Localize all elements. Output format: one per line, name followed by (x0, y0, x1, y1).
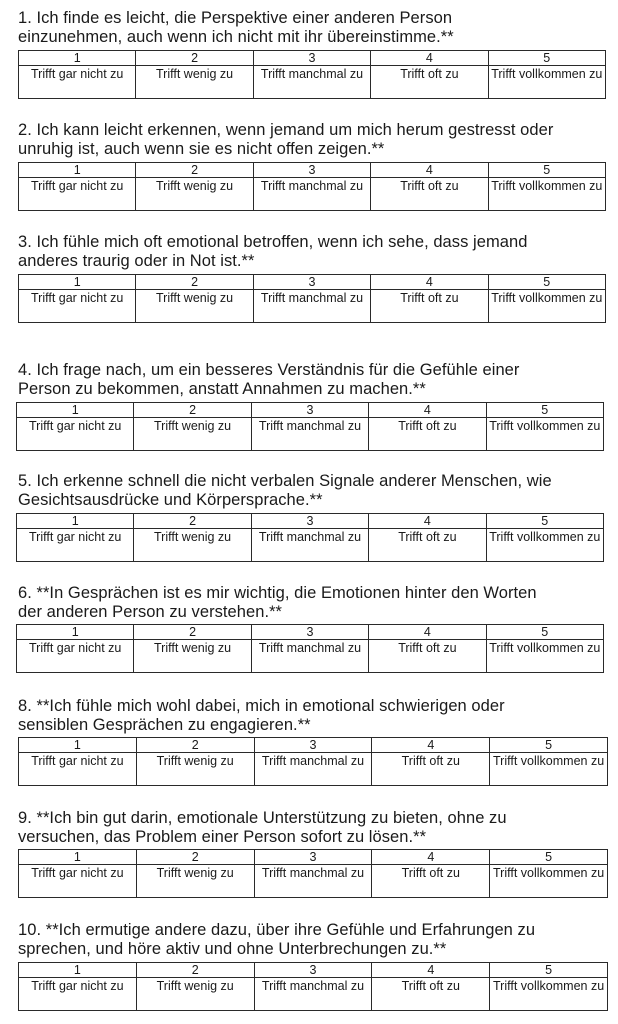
scale-number-cell[interactable]: 4 (372, 738, 490, 753)
scale-number-cell[interactable]: 3 (253, 275, 370, 290)
scale-number-cell[interactable]: 2 (136, 963, 254, 978)
scale-number-cell[interactable]: 1 (17, 514, 134, 529)
scale-number-cell[interactable]: 5 (488, 275, 605, 290)
question-text-line: 4. Ich frage nach, um ein besseres Verständnis für die Gefühle einer (18, 361, 520, 379)
question-text-line: 10. **Ich ermutige andere dazu, über ihre Gefühle und Erfahrungen zu (18, 921, 536, 939)
scale-label-cell[interactable]: Trifft wenig zu (136, 290, 253, 323)
scale-label-cell[interactable]: Trifft vollkommen zu (486, 418, 603, 451)
rating-scale-table (18, 737, 608, 786)
scale-label-cell[interactable]: Trifft wenig zu (136, 66, 253, 99)
scale-label-cell[interactable]: Trifft oft zu (372, 865, 490, 898)
rating-scale-table (16, 624, 604, 673)
question-text-line: 6. **In Gesprächen ist es mir wichtig, die Emotionen hinter den Worten (18, 584, 537, 602)
scale-label-row (19, 978, 608, 1011)
question-text-line: 3. Ich fühle mich oft emotional betroffen, wenn ich sehe, dass jemand (18, 233, 528, 251)
scale-label-cell[interactable]: Trifft vollkommen zu (486, 640, 603, 673)
scale-label-cell[interactable]: Trifft wenig zu (136, 178, 253, 211)
scale-number-cell[interactable]: 5 (488, 51, 605, 66)
question-text-line: versuchen, das Problem einer Person sofort zu lösen.** (18, 828, 427, 846)
scale-number-cell[interactable]: 3 (254, 850, 372, 865)
question-text-line: sensiblen Gesprächen zu engagieren.** (18, 716, 311, 734)
scale-number-cell[interactable]: 3 (251, 514, 368, 529)
scale-number-cell[interactable]: 3 (254, 963, 372, 978)
scale-number-cell[interactable]: 5 (486, 625, 603, 640)
rating-scale-table (18, 50, 606, 99)
scale-label-cell[interactable]: Trifft manchmal zu (254, 865, 372, 898)
question-text-line: 1. Ich finde es leicht, die Perspektive einer anderen Person (18, 9, 453, 27)
scale-number-cell[interactable]: 5 (490, 850, 608, 865)
scale-label-cell[interactable]: Trifft gar nicht zu (19, 66, 136, 99)
scale-number-cell[interactable]: 4 (372, 963, 490, 978)
scale-label-cell[interactable]: Trifft gar nicht zu (19, 865, 137, 898)
scale-number-cell[interactable]: 5 (490, 738, 608, 753)
question-text (18, 921, 614, 959)
scale-number-cell[interactable]: 2 (136, 51, 253, 66)
question-text (18, 697, 614, 735)
scale-number-row (17, 625, 604, 640)
scale-label-cell[interactable]: Trifft vollkommen zu (490, 865, 608, 898)
scale-label-cell[interactable]: Trifft oft zu (371, 178, 488, 211)
scale-number-cell[interactable]: 1 (17, 403, 134, 418)
scale-number-cell[interactable]: 4 (371, 51, 488, 66)
scale-label-cell[interactable]: Trifft oft zu (369, 418, 486, 451)
scale-label-cell[interactable]: Trifft manchmal zu (253, 178, 370, 211)
scale-number-cell[interactable]: 2 (136, 738, 254, 753)
question-text-line: der anderen Person zu verstehen.** (18, 603, 283, 621)
question-text (18, 584, 614, 622)
question-text (18, 9, 614, 47)
question-text (18, 809, 614, 847)
scale-label-cell[interactable]: Trifft gar nicht zu (17, 529, 134, 562)
scale-number-cell[interactable]: 4 (372, 850, 490, 865)
scale-label-cell[interactable]: Trifft vollkommen zu (490, 753, 608, 786)
scale-number-cell[interactable]: 4 (371, 275, 488, 290)
scale-number-row (19, 275, 606, 290)
question-text-line: Person zu bekommen, anstatt Annahmen zu machen.** (18, 380, 426, 398)
scale-number-cell[interactable]: 2 (136, 275, 253, 290)
scale-number-cell[interactable]: 3 (251, 403, 368, 418)
scale-label-cell[interactable]: Trifft gar nicht zu (19, 178, 136, 211)
question-text-line: einzunehmen, auch wenn ich nicht mit ihr übereinstimme.** (18, 28, 454, 46)
scale-label-row (19, 865, 608, 898)
question-text-line: unruhig ist, auch wenn sie es nicht offen zeigen.** (18, 140, 385, 158)
rating-scale-table (16, 402, 604, 451)
question-text-line: 2. Ich kann leicht erkennen, wenn jemand um mich herum gestresst oder (18, 121, 554, 139)
question-text (18, 472, 614, 510)
scale-number-cell[interactable]: 2 (134, 625, 251, 640)
question-text (18, 233, 614, 271)
scale-label-cell[interactable]: Trifft gar nicht zu (19, 978, 137, 1011)
scale-number-cell[interactable]: 4 (369, 403, 486, 418)
scale-label-cell[interactable]: Trifft wenig zu (134, 418, 251, 451)
scale-label-cell[interactable]: Trifft wenig zu (136, 978, 254, 1011)
scale-number-cell[interactable]: 3 (251, 625, 368, 640)
scale-label-cell[interactable]: Trifft oft zu (369, 529, 486, 562)
question-text (18, 121, 614, 159)
scale-label-cell[interactable]: Trifft manchmal zu (251, 640, 368, 673)
scale-number-cell[interactable]: 1 (19, 163, 136, 178)
question-text-line: 9. **Ich bin gut darin, emotionale Unterstützung zu bieten, ohne zu (18, 809, 507, 827)
scale-label-cell[interactable]: Trifft oft zu (371, 290, 488, 323)
scale-label-row (17, 418, 604, 451)
scale-number-cell[interactable]: 1 (19, 963, 137, 978)
scale-label-cell[interactable]: Trifft oft zu (372, 753, 490, 786)
scale-label-cell[interactable]: Trifft oft zu (372, 978, 490, 1011)
scale-number-cell[interactable]: 2 (136, 850, 254, 865)
scale-label-cell[interactable]: Trifft manchmal zu (254, 753, 372, 786)
question-text-line: Gesichtsausdrücke und Körpersprache.** (18, 491, 323, 509)
scale-number-row (19, 963, 608, 978)
scale-label-cell[interactable]: Trifft manchmal zu (251, 529, 368, 562)
scale-label-cell[interactable]: Trifft gar nicht zu (19, 290, 136, 323)
scale-label-cell[interactable]: Trifft vollkommen zu (488, 66, 605, 99)
question-text-line: sprechen, und höre aktiv und ohne Unterbrechungen zu.** (18, 940, 447, 958)
scale-label-cell[interactable]: Trifft gar nicht zu (17, 640, 134, 673)
scale-label-row (19, 178, 606, 211)
scale-label-row (17, 640, 604, 673)
scale-label-row (19, 290, 606, 323)
scale-number-cell[interactable]: 2 (136, 163, 253, 178)
scale-label-cell[interactable]: Trifft vollkommen zu (488, 290, 605, 323)
scale-label-cell[interactable]: Trifft wenig zu (134, 640, 251, 673)
scale-number-row (19, 850, 608, 865)
rating-scale-table (16, 513, 604, 562)
scale-number-cell[interactable]: 1 (17, 625, 134, 640)
question-text-line: 8. **Ich fühle mich wohl dabei, mich in emotional schwierigen oder (18, 697, 505, 715)
scale-number-cell[interactable]: 5 (490, 963, 608, 978)
scale-number-cell[interactable]: 5 (486, 403, 603, 418)
scale-label-cell[interactable]: Trifft wenig zu (134, 529, 251, 562)
scale-number-cell[interactable]: 3 (254, 738, 372, 753)
scale-number-row (17, 514, 604, 529)
scale-number-cell[interactable]: 1 (19, 275, 136, 290)
rating-scale-table (18, 962, 608, 1011)
question-text (18, 361, 614, 399)
scale-label-cell[interactable]: Trifft wenig zu (136, 753, 254, 786)
scale-label-cell[interactable]: Trifft manchmal zu (251, 418, 368, 451)
rating-scale-table (18, 274, 606, 323)
scale-label-cell[interactable]: Trifft manchmal zu (253, 66, 370, 99)
scale-number-row (19, 738, 608, 753)
scale-label-cell[interactable]: Trifft manchmal zu (254, 978, 372, 1011)
scale-number-cell[interactable]: 3 (253, 163, 370, 178)
scale-label-cell[interactable]: Trifft gar nicht zu (19, 753, 137, 786)
scale-number-cell[interactable]: 4 (369, 514, 486, 529)
scale-number-cell[interactable]: 3 (253, 51, 370, 66)
scale-number-cell[interactable]: 1 (19, 738, 137, 753)
scale-label-cell[interactable]: Trifft oft zu (369, 640, 486, 673)
scale-label-row (19, 753, 608, 786)
rating-scale-table (18, 162, 606, 211)
scale-number-row (17, 403, 604, 418)
scale-number-cell[interactable]: 5 (488, 163, 605, 178)
scale-label-cell[interactable]: Trifft manchmal zu (253, 290, 370, 323)
scale-number-row (19, 163, 606, 178)
scale-number-cell[interactable]: 2 (134, 403, 251, 418)
scale-label-cell[interactable]: Trifft oft zu (371, 66, 488, 99)
scale-label-cell[interactable]: Trifft vollkommen zu (486, 529, 603, 562)
scale-number-cell[interactable]: 1 (19, 51, 136, 66)
scale-number-cell[interactable]: 1 (19, 850, 137, 865)
scale-label-row (19, 66, 606, 99)
scale-number-row (19, 51, 606, 66)
scale-number-cell[interactable]: 4 (371, 163, 488, 178)
scale-label-row (17, 529, 604, 562)
scale-label-cell[interactable]: Trifft vollkommen zu (488, 178, 605, 211)
scale-label-cell[interactable]: Trifft vollkommen zu (490, 978, 608, 1011)
question-text-line: 5. Ich erkenne schnell die nicht verbalen Signale anderer Menschen, wie (18, 472, 552, 490)
scale-label-cell[interactable]: Trifft wenig zu (136, 865, 254, 898)
scale-number-cell[interactable]: 2 (134, 514, 251, 529)
scale-number-cell[interactable]: 4 (369, 625, 486, 640)
rating-scale-table (18, 849, 608, 898)
scale-label-cell[interactable]: Trifft gar nicht zu (17, 418, 134, 451)
scale-number-cell[interactable]: 5 (486, 514, 603, 529)
question-text-line: anderes traurig oder in Not ist.** (18, 252, 255, 270)
